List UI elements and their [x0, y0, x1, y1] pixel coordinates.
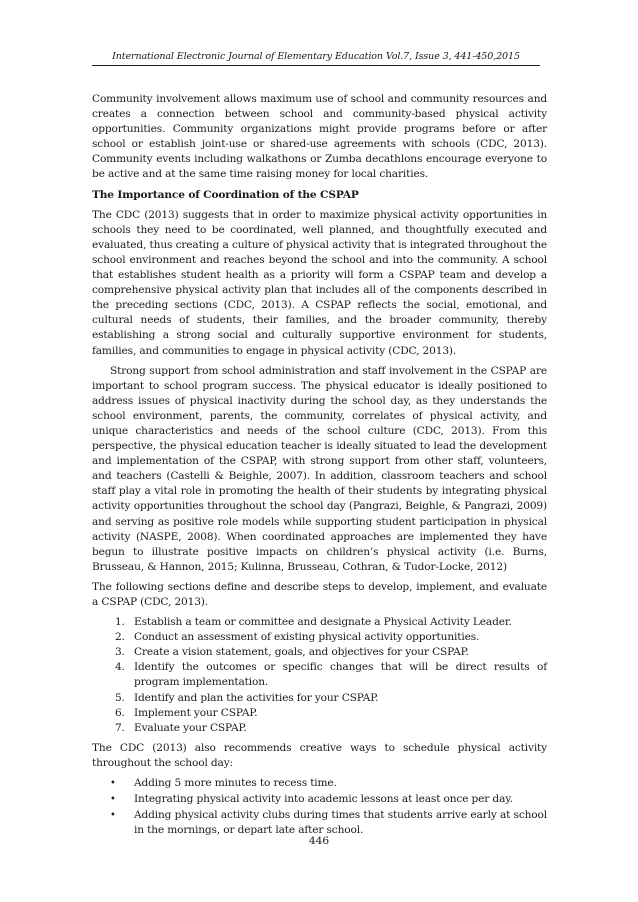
steps-list [92, 615, 547, 736]
bullet-list [92, 776, 547, 838]
bullet-text: Integrating physical activity into academic lessons at least once per day. [134, 793, 513, 806]
page-content [92, 92, 547, 839]
bullet-icon: • [110, 794, 116, 806]
bullet-icon: • [110, 778, 116, 790]
list-item: 4. Identify the outcomes or specific changes that will be direct results of program implementation. [128, 660, 547, 690]
bullet-text: Adding physical activity clubs during times that students arrive early at school in the mornings, or depart late after school. [134, 809, 547, 837]
list-item: 6. Implement your CSPAP. [128, 706, 547, 721]
list-item [110, 792, 547, 807]
list-item [110, 776, 547, 791]
paragraph-steps-intro: The following sections define and describe steps to develop, implement, and evaluate a CSPAP (CDC, 2013). [92, 580, 547, 608]
list-item: 1. Establish a team or committee and designate a Physical Activity Leader. [128, 615, 547, 630]
running-header: International Electronic Journal of Elementary Education Vol.7, Issue 3, 441-450,2015 [92, 50, 540, 66]
paragraph-coordination: The CDC (2013) suggests that in order to maximize physical activity opportunities in schools they need to be coordinated, well planned, and thoughtfully executed and evaluated, thus creating a culture of physical activity that is integrated throughout the school environment and reaches beyond the school and into the community. A school that establishes student health as a priority will form a CSPAP team and develop a comprehensive physical activity plan that includes all of the components described in the preceding sections (CDC, 2013). A CSPAP reflects the social, emotional, and cultural needs of students, their families, and the broader community, thereby establishing a strong social and culturally supportive environment for students, families, and communities to engage in physical activity (CDC, 2013). [92, 208, 547, 357]
section-heading: The Importance of Coordination of the CSPAP [92, 188, 359, 201]
paragraph-community-involvement: Community involvement allows maximum use of school and community resources and creates a connection between school and community-based physical activity opportunities. Community organizations might provide programs before or after school or establish joint-use or shared-use agreements with schools (CDC, 2013). Community events including walkathons or Zumba decathlons encourage everyone to be active and at the same time raising money for local charities. [92, 93, 547, 181]
bullet-text: Adding 5 more minutes to recess time. [134, 777, 337, 790]
paragraph-administration-support: Strong support from school administration and staff involvement in the CSPAP are important to school program success. The physical educator is ideally positioned to address issues of physical inactivity during the school day, as they understands the school environment, parents, the community, correlates of physical activity, and unique characteristics and needs of the school culture (CDC, 2013). From this perspective, the physical education teacher is ideally situated to lead the development and implementation of the CSPAP, with strong support from other staff, volunteers, and teachers (Castelli & Beighle, 2007). In addition, classroom teachers and school staff play a vital role in promoting the health of their students by integrating physical activity opportunities throughout the school day (Pangrazi, Beighle, & Pangrazi, 2009) and serving as positive role models while supporting student participation in physical activity (NASPE, 2008). When coordinated approaches are implemented they have begun to illustrate positive impacts on children’s physical activity (i.e. Burns, Brusseau, & Hannon, 2015; Kulinna, Brusseau, Cothran, & Tudor-Locke, 2012) [92, 364, 547, 573]
list-item: 5. Identify and plan the activities for your CSPAP. [128, 691, 547, 706]
page-number: 446 [308, 835, 330, 847]
list-item: 3. Create a vision statement, goals, and objectives for your CSPAP. [128, 645, 547, 660]
bullet-icon: • [110, 810, 116, 822]
paragraph-schedule-intro: The CDC (2013) also recommends creative ways to schedule physical activity throughout the school day: [92, 741, 547, 769]
list-item [110, 808, 547, 838]
list-item: 7. Evaluate your CSPAP. [128, 721, 547, 736]
list-item: 2. Conduct an assessment of existing physical activity opportunities. [128, 630, 547, 645]
